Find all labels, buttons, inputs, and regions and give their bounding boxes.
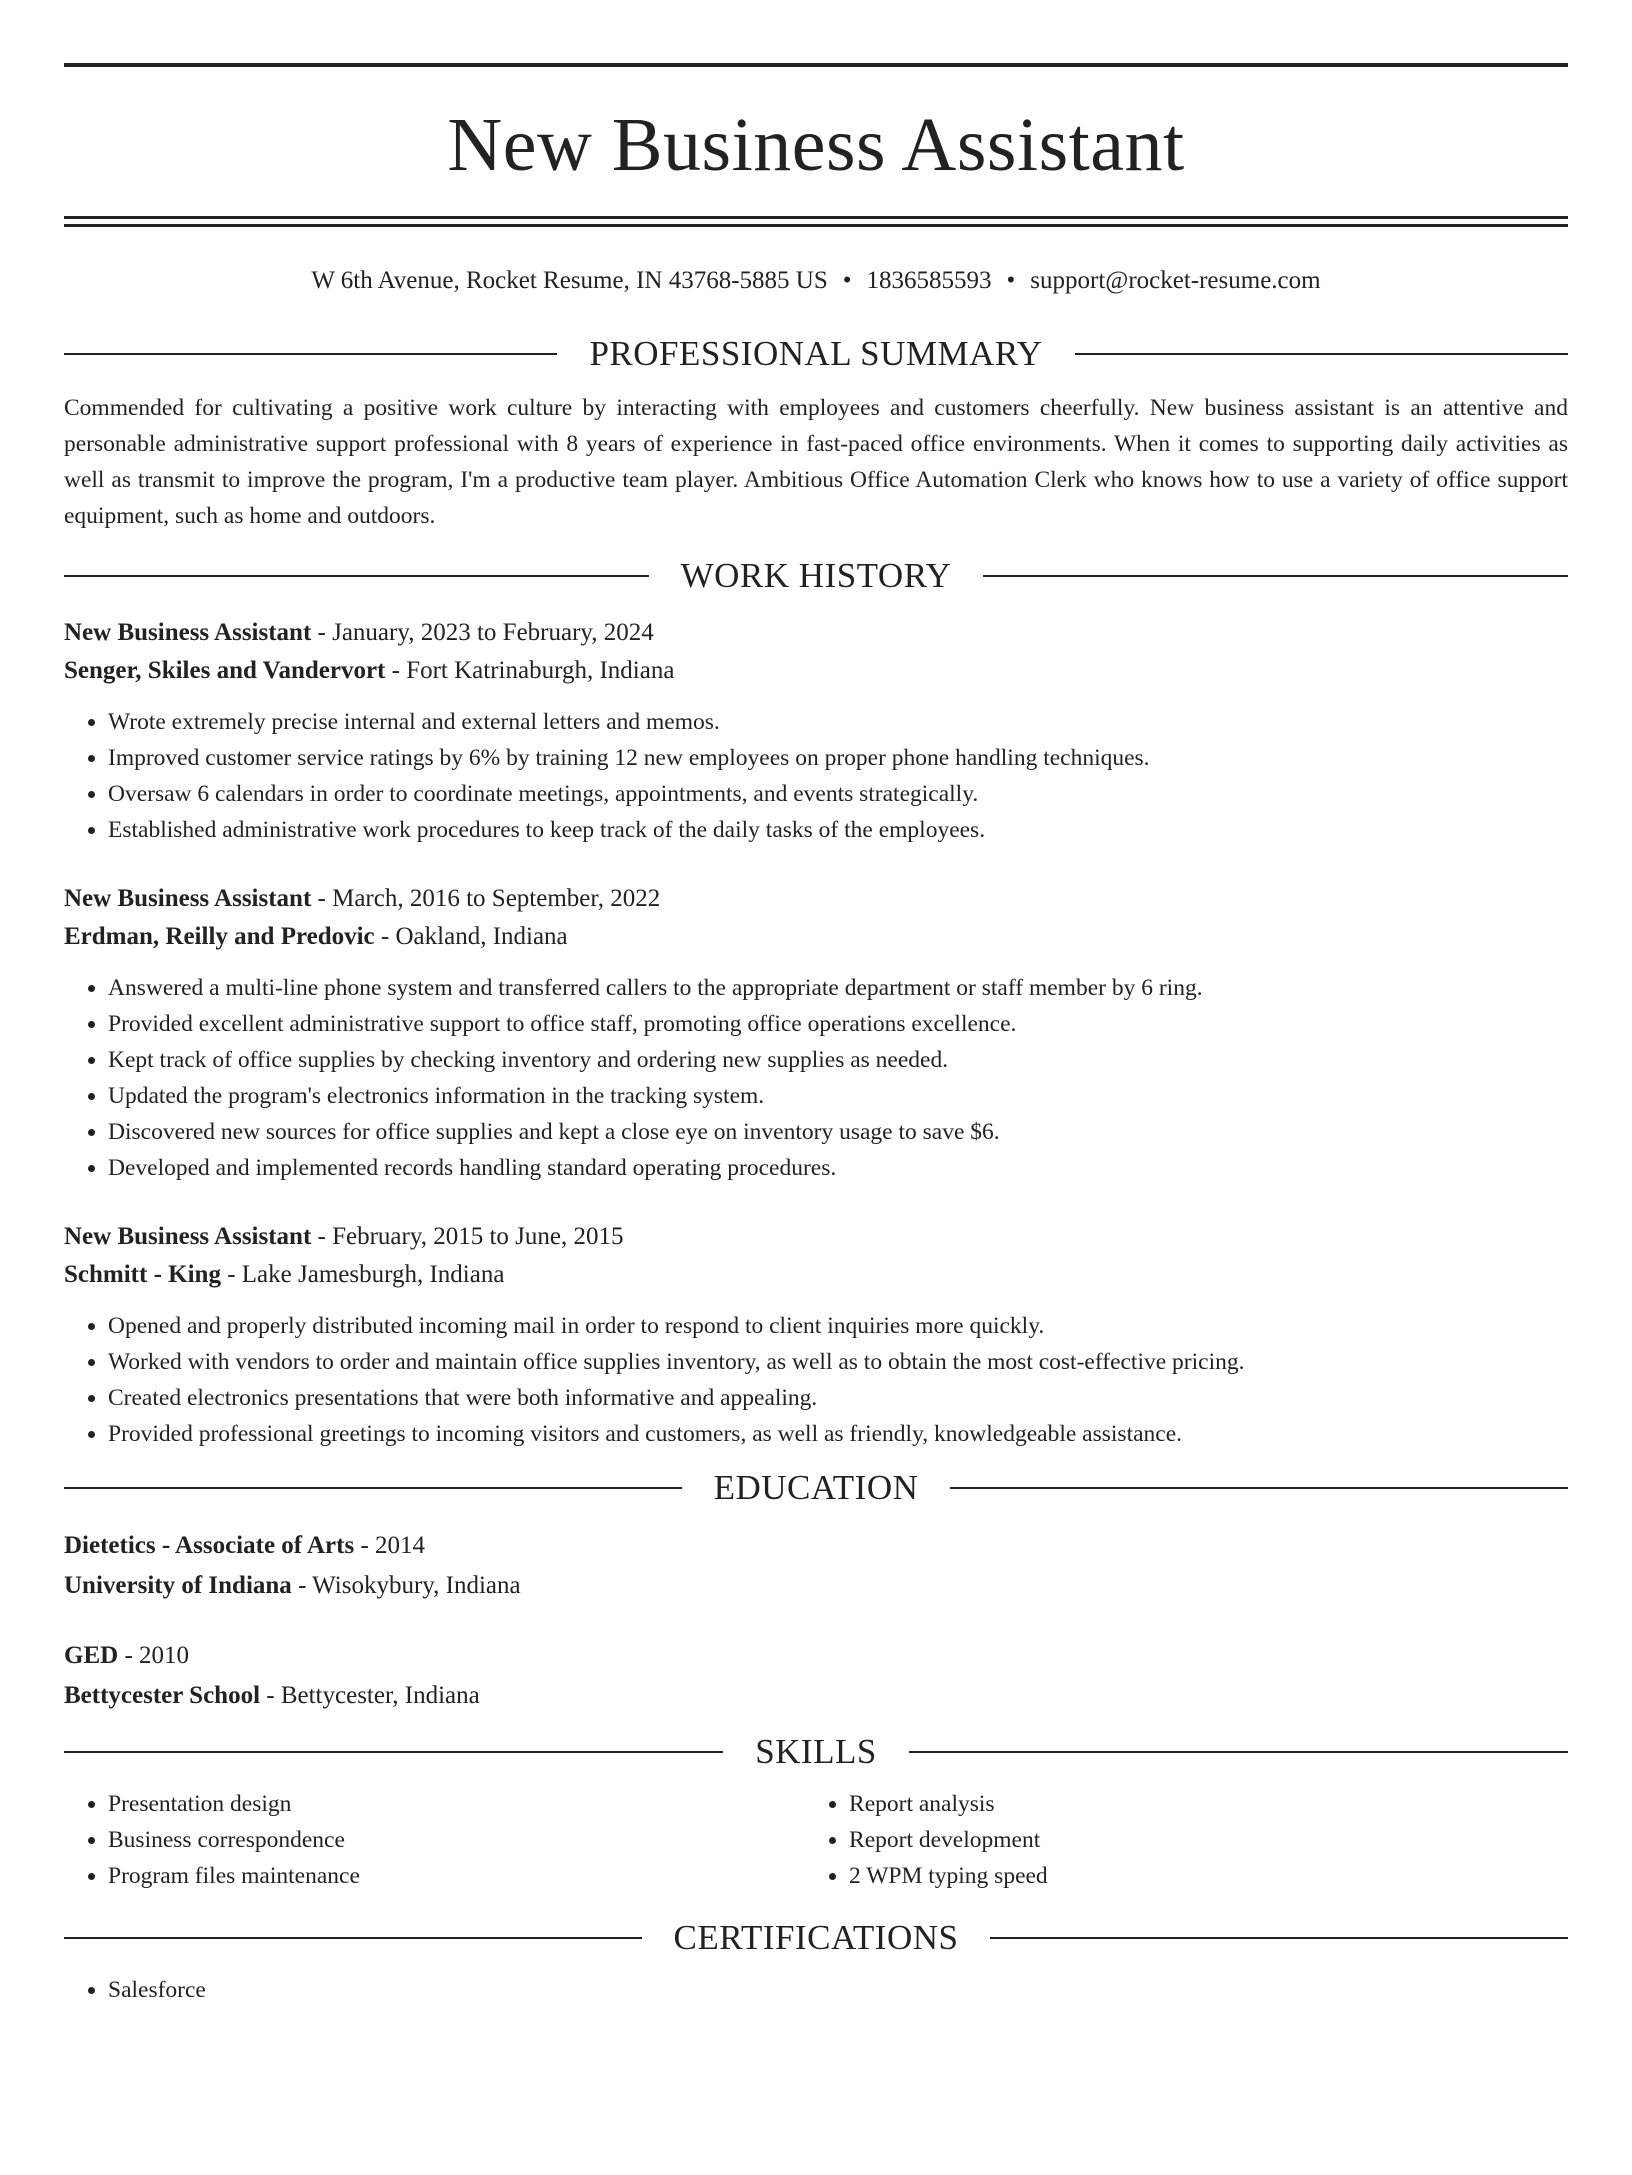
section-title: EDUCATION (713, 1468, 919, 1507)
education-degree-line (64, 1636, 1568, 1676)
section-title: WORK HISTORY (680, 556, 952, 595)
heading-rule (64, 1937, 642, 1939)
skills-column-left (64, 1786, 805, 1894)
list-item: • Kept track of office supplies by checking inventory and ordering new supplies as needed. (108, 1042, 1568, 1078)
job-location: - Lake Jamesburgh, Indiana (220, 1261, 505, 1288)
list-item: • Worked with vendors to order and maintain office supplies inventory, as well as to obtain the most cost-effective pricing. (108, 1344, 1568, 1380)
job-title-line (64, 880, 1568, 918)
contact-address: W 6th Avenue, Rocket Resume, IN 43768-5885 US (311, 267, 828, 294)
list-item: • Improved customer service ratings by 6% by training 12 new employees on proper phone handling techniques. (108, 740, 1568, 776)
job-company: Schmitt - King (64, 1261, 221, 1288)
heading-rule (909, 1751, 1568, 1753)
list-item: • Developed and implemented records handling standard operating procedures. (108, 1150, 1568, 1186)
list-item: • Discovered new sources for office supplies and kept a close eye on inventory usage to save $6. (108, 1114, 1568, 1150)
education-degree-line (64, 1526, 1568, 1566)
section-heading-certifications (64, 1916, 1568, 1960)
job-bullets (64, 970, 1568, 1186)
list-item: • Program files maintenance (108, 1858, 805, 1894)
section-heading-summary (64, 332, 1568, 376)
section-title: SKILLS (755, 1732, 877, 1771)
education-school-line (64, 1676, 1568, 1716)
double-rule (64, 216, 1568, 227)
resume-page (0, 63, 1632, 2175)
heading-rule (64, 1751, 723, 1753)
job-location: - Oakland, Indiana (374, 923, 568, 950)
list-item: • Created electronics presentations that were both informative and appealing. (108, 1380, 1568, 1416)
section-title: CERTIFICATIONS (673, 1918, 959, 1957)
education-year: - 2014 (354, 1532, 426, 1559)
job-dates: - March, 2016 to September, 2022 (311, 885, 661, 912)
list-item: • Presentation design (108, 1786, 805, 1822)
education-school: University of Indiana (64, 1572, 292, 1599)
education-entry (64, 1636, 1568, 1716)
resume-name: New Business Assistant (447, 103, 1185, 187)
list-item: • Answered a multi-line phone system and transferred callers to the appropriate department or staff member by 6 ring. (108, 970, 1568, 1006)
top-rule (64, 63, 1568, 67)
section-heading-work-history (64, 554, 1568, 598)
skills-grid (64, 1786, 1568, 1894)
education-degree: Dietetics - Associate of Arts (64, 1532, 355, 1559)
skills-column-right (805, 1786, 1568, 1894)
job-dates: - February, 2015 to June, 2015 (311, 1223, 624, 1250)
summary-text: Commended for cultivating a positive work culture by interacting with employees and customers cheerfully. New business assistant is an attentive and personable administrative support professional with 8 years of experience in fast-paced office environments. When it comes to supporting daily activities as well as transmit to improve the program, I'm a productive team player. Ambitious Office Automation Clerk who knows how to use a variety of office support equipment, such as home and outdoors. (64, 395, 1568, 529)
heading-rule (983, 575, 1568, 577)
education-location: - Wisokybury, Indiana (291, 1572, 521, 1599)
list-item: • Oversaw 6 calendars in order to coordinate meetings, appointments, and events strategically. (108, 776, 1568, 812)
job-entry (64, 880, 1568, 1186)
job-company-line (64, 918, 1568, 956)
section-title: PROFESSIONAL SUMMARY (589, 334, 1043, 373)
job-company: Senger, Skiles and Vandervort (64, 657, 386, 684)
education-school-line (64, 1566, 1568, 1606)
job-title-line (64, 1218, 1568, 1256)
job-company: Erdman, Reilly and Predovic (64, 923, 375, 950)
heading-rule (64, 575, 649, 577)
list-item: • Updated the program's electronics information in the tracking system. (108, 1078, 1568, 1114)
list-item: • Provided excellent administrative support to office staff, promoting office operations excellence. (108, 1006, 1568, 1042)
list-item: • Report development (849, 1822, 1568, 1858)
list-item: • 2 WPM typing speed (849, 1858, 1568, 1894)
job-location: - Fort Katrinaburgh, Indiana (385, 657, 675, 684)
education-entry (64, 1526, 1568, 1606)
contact-separator: • (1006, 267, 1016, 294)
job-bullets (64, 704, 1568, 848)
heading-rule (64, 353, 557, 355)
list-item: • Wrote extremely precise internal and external letters and memos. (108, 704, 1568, 740)
job-title-line (64, 614, 1568, 652)
list-item: • Salesforce (108, 1972, 1568, 2008)
list-item: • Opened and properly distributed incoming mail in order to respond to client inquiries more quickly. (108, 1308, 1568, 1344)
list-item: • Established administrative work procedures to keep track of the daily tasks of the employees. (108, 812, 1568, 848)
job-dates: - January, 2023 to February, 2024 (311, 619, 654, 646)
heading-rule (1075, 353, 1568, 355)
job-role: New Business Assistant (64, 1223, 312, 1250)
job-company-line (64, 1256, 1568, 1294)
heading-rule (990, 1937, 1568, 1939)
education-school: Bettycester School (64, 1682, 261, 1709)
certifications-list (64, 1972, 1568, 2008)
education-degree: GED (64, 1642, 119, 1669)
heading-rule (64, 1487, 682, 1489)
job-bullets (64, 1308, 1568, 1452)
job-entry (64, 614, 1568, 848)
job-role: New Business Assistant (64, 885, 312, 912)
job-company-line (64, 652, 1568, 690)
contact-line (64, 264, 1568, 298)
list-item: • Provided professional greetings to incoming visitors and customers, as well as friendly, knowledgeable assistance. (108, 1416, 1568, 1452)
list-item: • Business correspondence (108, 1822, 805, 1858)
heading-rule (950, 1487, 1568, 1489)
job-entry (64, 1218, 1568, 1452)
contact-phone: 1836585593 (866, 267, 992, 294)
list-item: • Report analysis (849, 1786, 1568, 1822)
certifications-bullets (64, 1972, 1568, 2008)
job-role: New Business Assistant (64, 619, 312, 646)
contact-separator: • (842, 267, 852, 294)
education-location: - Bettycester, Indiana (260, 1682, 480, 1709)
section-heading-education (64, 1466, 1568, 1510)
education-year: - 2010 (118, 1642, 190, 1669)
contact-email: support@rocket-resume.com (1030, 267, 1321, 294)
section-heading-skills (64, 1730, 1568, 1774)
